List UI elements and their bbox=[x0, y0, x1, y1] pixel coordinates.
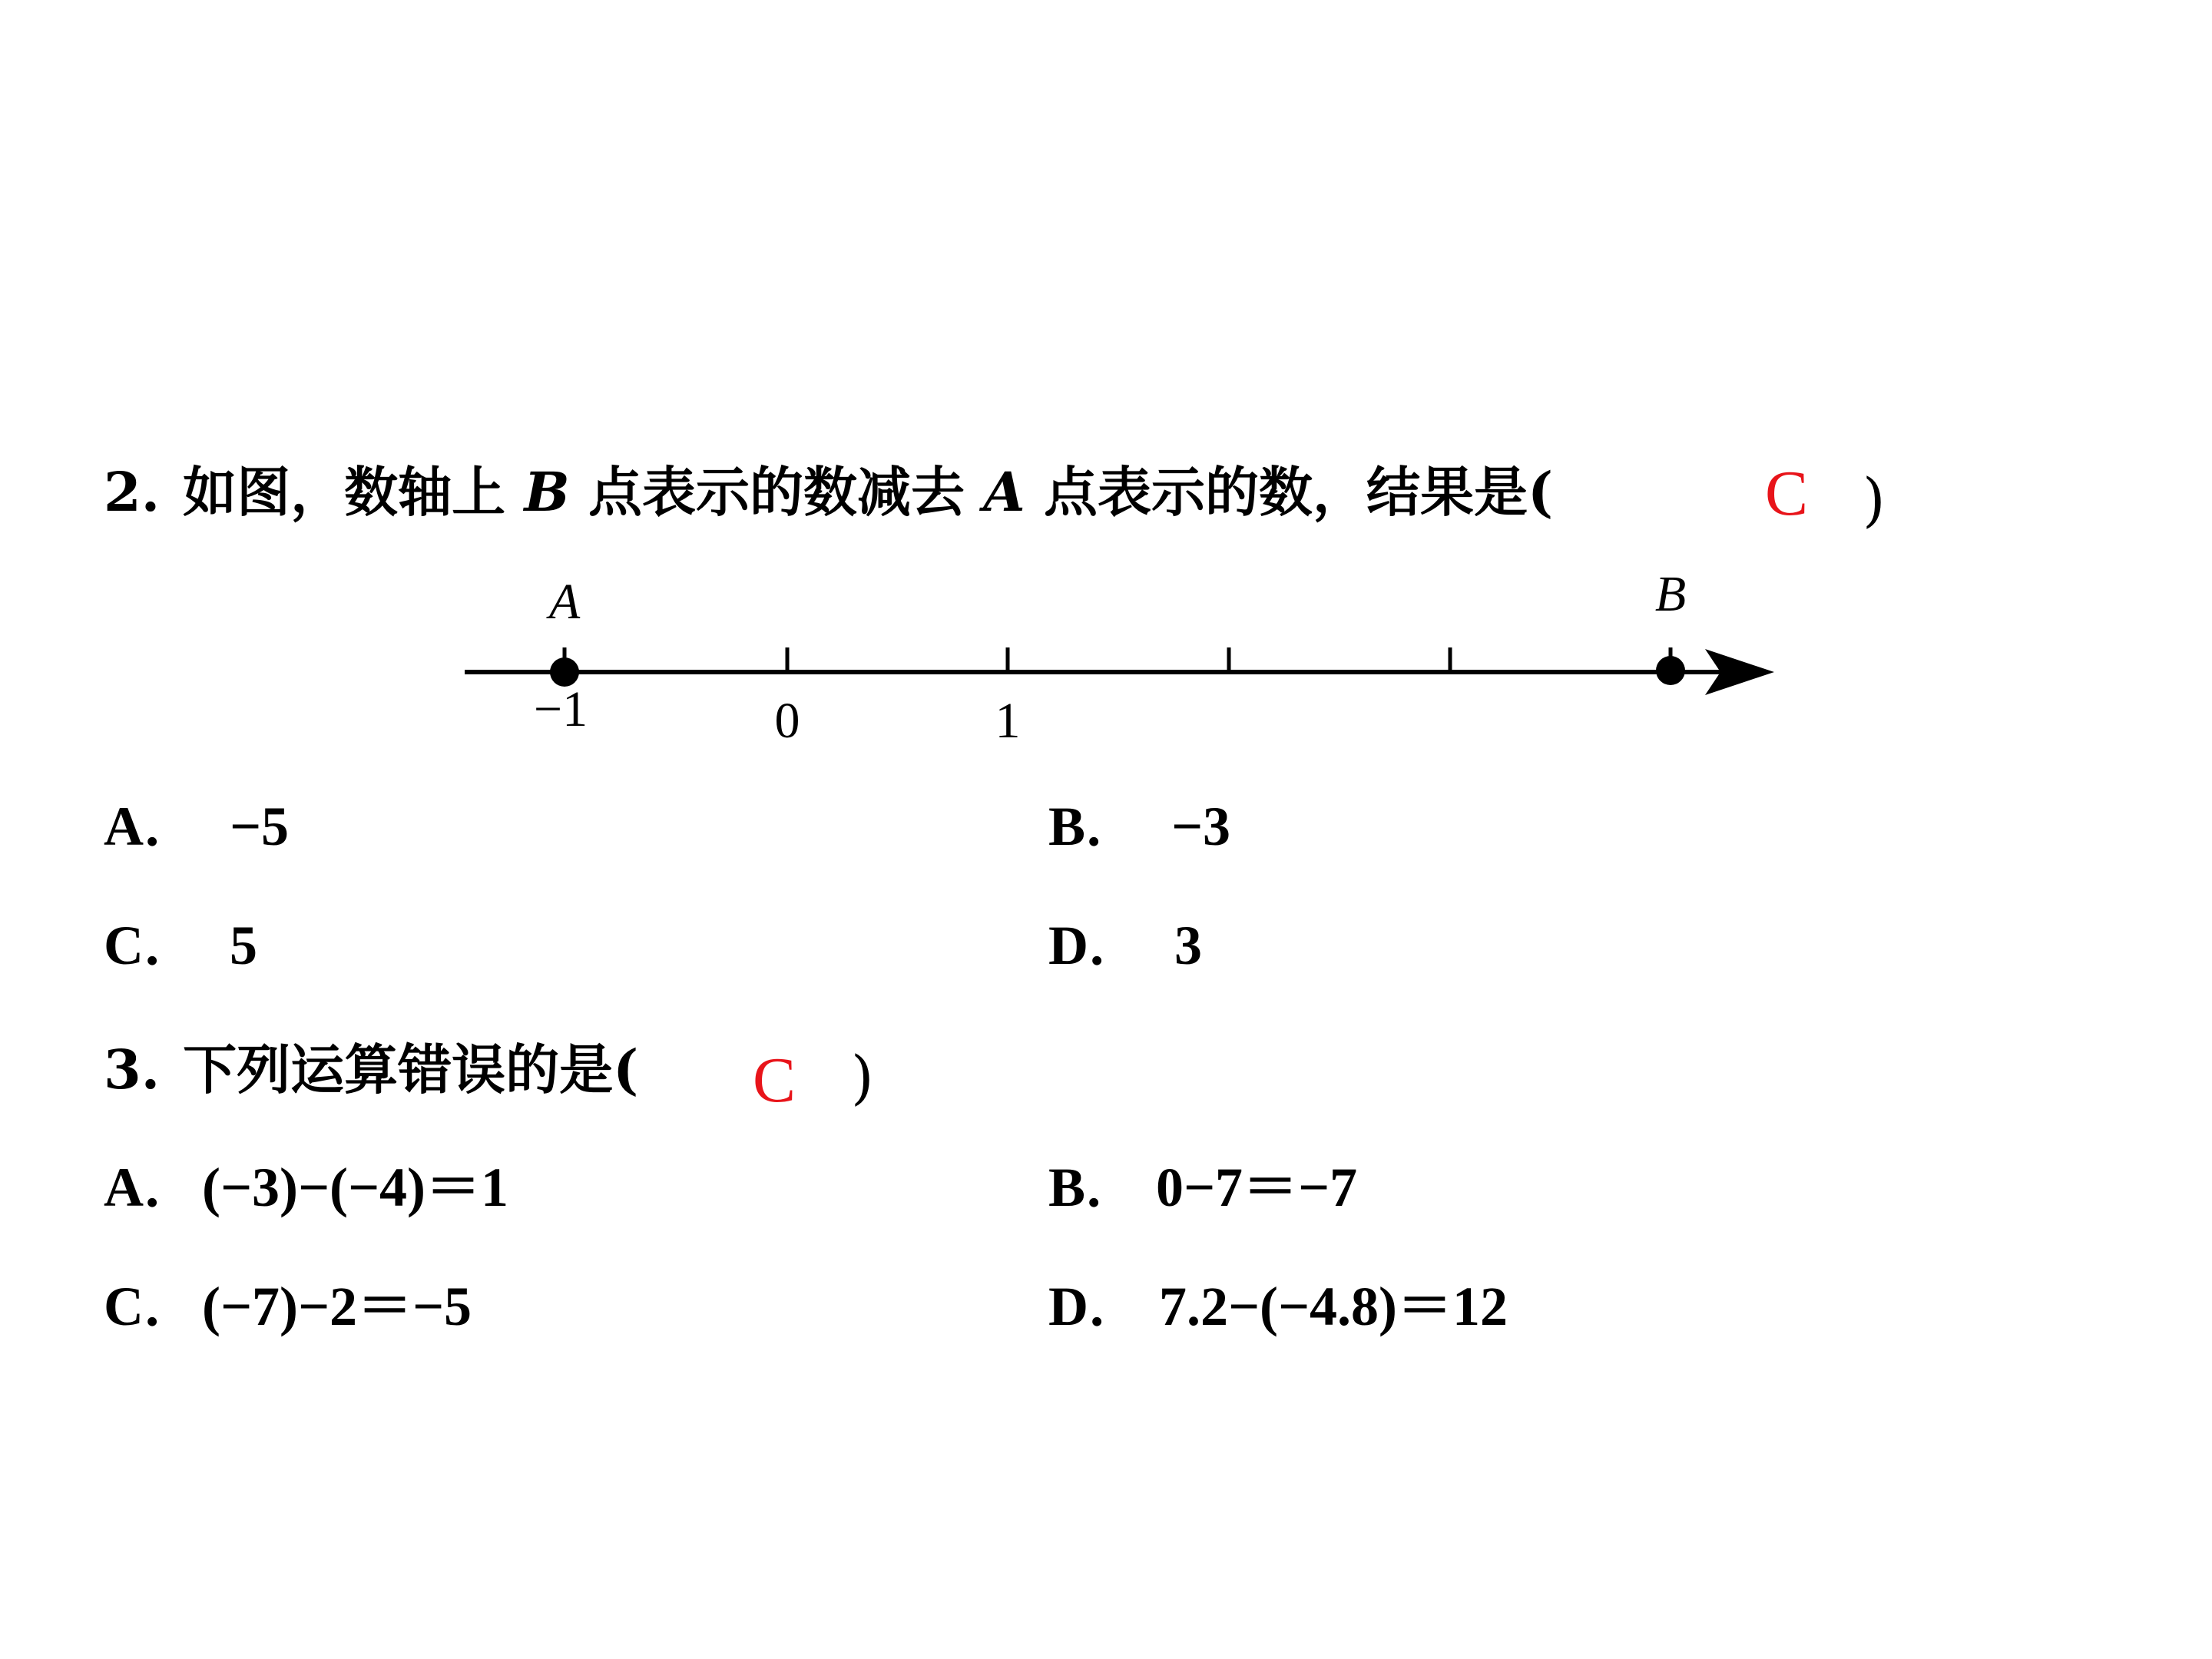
number-line-figure bbox=[461, 565, 1782, 749]
q2-answer: C bbox=[1765, 458, 1809, 529]
point-b-dot bbox=[1656, 656, 1685, 685]
q2-option-c bbox=[104, 915, 257, 976]
q2-stem bbox=[104, 460, 1554, 524]
q3-answer: C bbox=[753, 1045, 796, 1116]
q2-option-d-value: 3 bbox=[1174, 915, 1202, 976]
q3-option-a bbox=[104, 1157, 508, 1218]
q2-stem-part2: 点表示的数减去 bbox=[569, 460, 984, 524]
q2-option-d-letter: D． bbox=[1048, 915, 1144, 976]
q3-option-d-letter: D． bbox=[1048, 1276, 1144, 1337]
q3-option-b-letter: B． bbox=[1048, 1157, 1141, 1218]
q2-option-b-letter: B． bbox=[1048, 796, 1141, 857]
q2-option-a bbox=[104, 796, 290, 857]
q2-option-a-value: −5 bbox=[230, 796, 290, 857]
q2-option-b bbox=[1048, 796, 1231, 857]
q3-option-b-value: 0−7＝−7 bbox=[1156, 1157, 1358, 1218]
q2-number: 2. bbox=[104, 460, 161, 524]
q2-option-a-letter: A． bbox=[104, 796, 199, 857]
q2-stem-part1: 如图，数轴上 bbox=[183, 460, 525, 524]
q3-option-a-value: (−3)−(−4)＝1 bbox=[202, 1157, 508, 1218]
q3-number: 3. bbox=[104, 1038, 161, 1101]
q3-option-c-letter: C． bbox=[104, 1276, 199, 1337]
q2-option-c-letter: C． bbox=[104, 915, 199, 976]
tick-label-neg1: −1 bbox=[533, 681, 588, 737]
q3-option-d bbox=[1048, 1276, 1508, 1337]
label-point-b: B bbox=[1654, 566, 1687, 622]
q3-option-c-value: (−7)−2＝−5 bbox=[202, 1276, 472, 1337]
q3-stem bbox=[104, 1038, 639, 1101]
tick-label-0: 0 bbox=[774, 693, 800, 749]
q3-option-b bbox=[1048, 1157, 1358, 1218]
tick-label-1: 1 bbox=[995, 693, 1021, 749]
q3-option-d-value: 7.2−(−4.8)＝12 bbox=[1159, 1276, 1508, 1337]
q3-option-c bbox=[104, 1276, 472, 1337]
q2-point-a: A bbox=[983, 460, 1025, 524]
q3-stem-text: 下列运算错误的是( bbox=[183, 1038, 639, 1101]
q3-close-paren: ) bbox=[851, 1043, 874, 1111]
q2-option-c-value: 5 bbox=[230, 915, 257, 976]
q3-option-a-letter: A． bbox=[104, 1157, 199, 1218]
q2-close-paren: ) bbox=[1863, 465, 1886, 534]
label-point-a: A bbox=[548, 574, 581, 630]
q2-option-b-value: −3 bbox=[1171, 796, 1231, 857]
q2-point-b: B bbox=[524, 460, 570, 524]
q2-option-d bbox=[1048, 915, 1202, 976]
q2-stem-part3: 点表示的数，结果是( bbox=[1025, 460, 1554, 524]
